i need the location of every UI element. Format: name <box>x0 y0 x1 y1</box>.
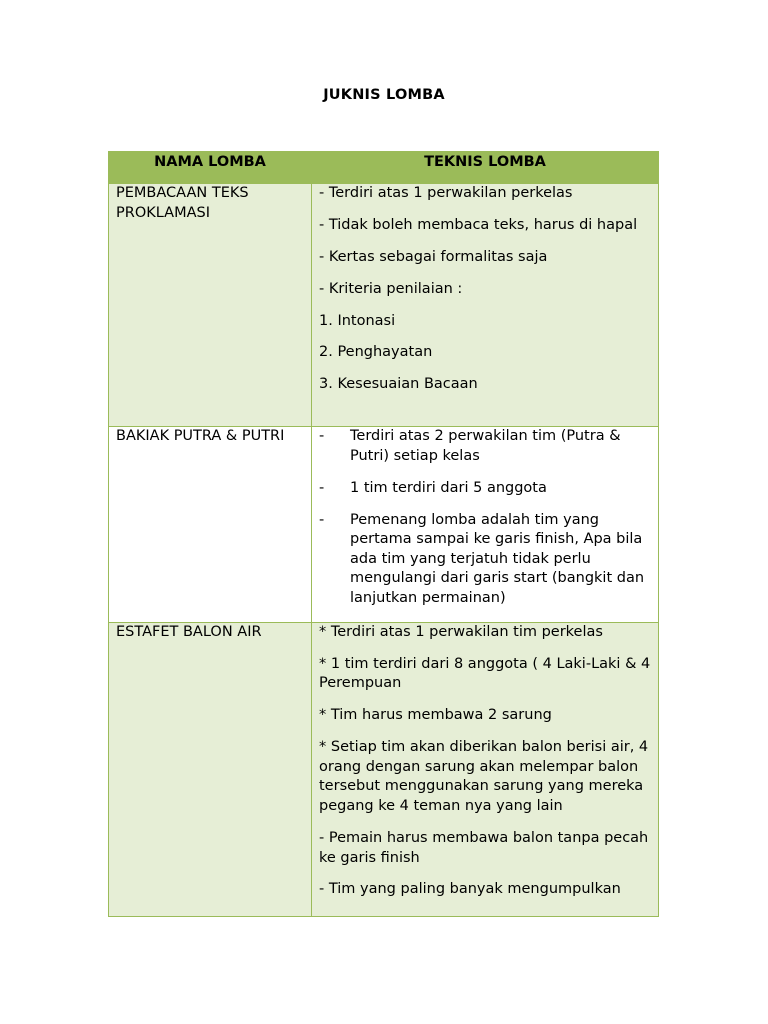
technique-line: 2. Penghayatan <box>319 344 433 361</box>
technique-line: * Setiap tim akan diberikan balon berisi air, 4 orang dengan sarung akan melempar balon tersebut menggunakan sarung yang mereka pegang ke 4 teman nya yang lain <box>319 739 649 815</box>
technique-line: - Pemain harus membawa balon tanpa pecah ke garis finish <box>319 829 649 866</box>
technique-item-text: 1 tim terdiri dari 5 anggota <box>350 479 547 496</box>
table-row <box>109 184 659 427</box>
technique-line: - Terdiri atas 1 perwakilan perkelas <box>319 185 573 201</box>
technique-item-text: Pemenang lomba adalah tim yang pertama sampai ke garis finish, Apa bila ada tim yang terjatuh tidak perlu mengulangi dari garis start (bangkit dan lanjutkan permainan) <box>350 511 645 606</box>
lomba-technique-cell <box>312 184 659 427</box>
list-item <box>319 479 651 499</box>
list-item <box>319 511 651 609</box>
lomba-name-cell: ESTAFET BALON AIR <box>109 623 312 917</box>
technique-line: * Terdiri atas 1 perwakilan tim perkelas <box>319 624 603 640</box>
header-teknis-lomba: TEKNIS LOMBA <box>312 152 659 184</box>
technique-line: - Kertas sebagai formalitas saja <box>319 248 548 265</box>
dash-bullet: - <box>319 479 325 496</box>
lomba-name-cell: BAKIAK PUTRA & PUTRI <box>109 427 312 623</box>
technique-line: - Tidak boleh membaca teks, harus di hapal <box>319 216 638 233</box>
table-row <box>109 623 659 917</box>
technique-line: - Kriteria penilaian : <box>319 280 463 297</box>
lomba-name-cell: PEMBACAAN TEKS PROKLAMASI <box>109 184 312 427</box>
juknis-table <box>108 151 659 917</box>
header-nama-lomba: NAMA LOMBA <box>109 152 312 184</box>
table-row <box>109 427 659 623</box>
technique-clip <box>319 623 651 916</box>
technique-line: 1. Intonasi <box>319 312 396 329</box>
dash-bullet: - <box>319 511 325 528</box>
table-header-row <box>109 152 659 184</box>
dash-bullet: - <box>319 428 325 444</box>
document-title: JUKNIS LOMBA <box>323 87 445 103</box>
technique-line: * 1 tim terdiri dari 8 anggota ( 4 Laki-Laki & 4 Perempuan <box>319 655 651 692</box>
technique-line: - Tim yang paling banyak mengumpulkan <box>319 881 621 898</box>
technique-line: * Tim harus membawa 2 sarung <box>319 707 552 724</box>
lomba-technique-cell <box>312 427 659 623</box>
technique-line: 3. Kesesuaian Bacaan <box>319 376 478 393</box>
lomba-technique-cell <box>312 623 659 917</box>
technique-list <box>319 427 651 609</box>
technique-item-text: Terdiri atas 2 perwakilan tim (Putra & Putri) setiap kelas <box>350 428 621 464</box>
list-item <box>319 427 651 466</box>
